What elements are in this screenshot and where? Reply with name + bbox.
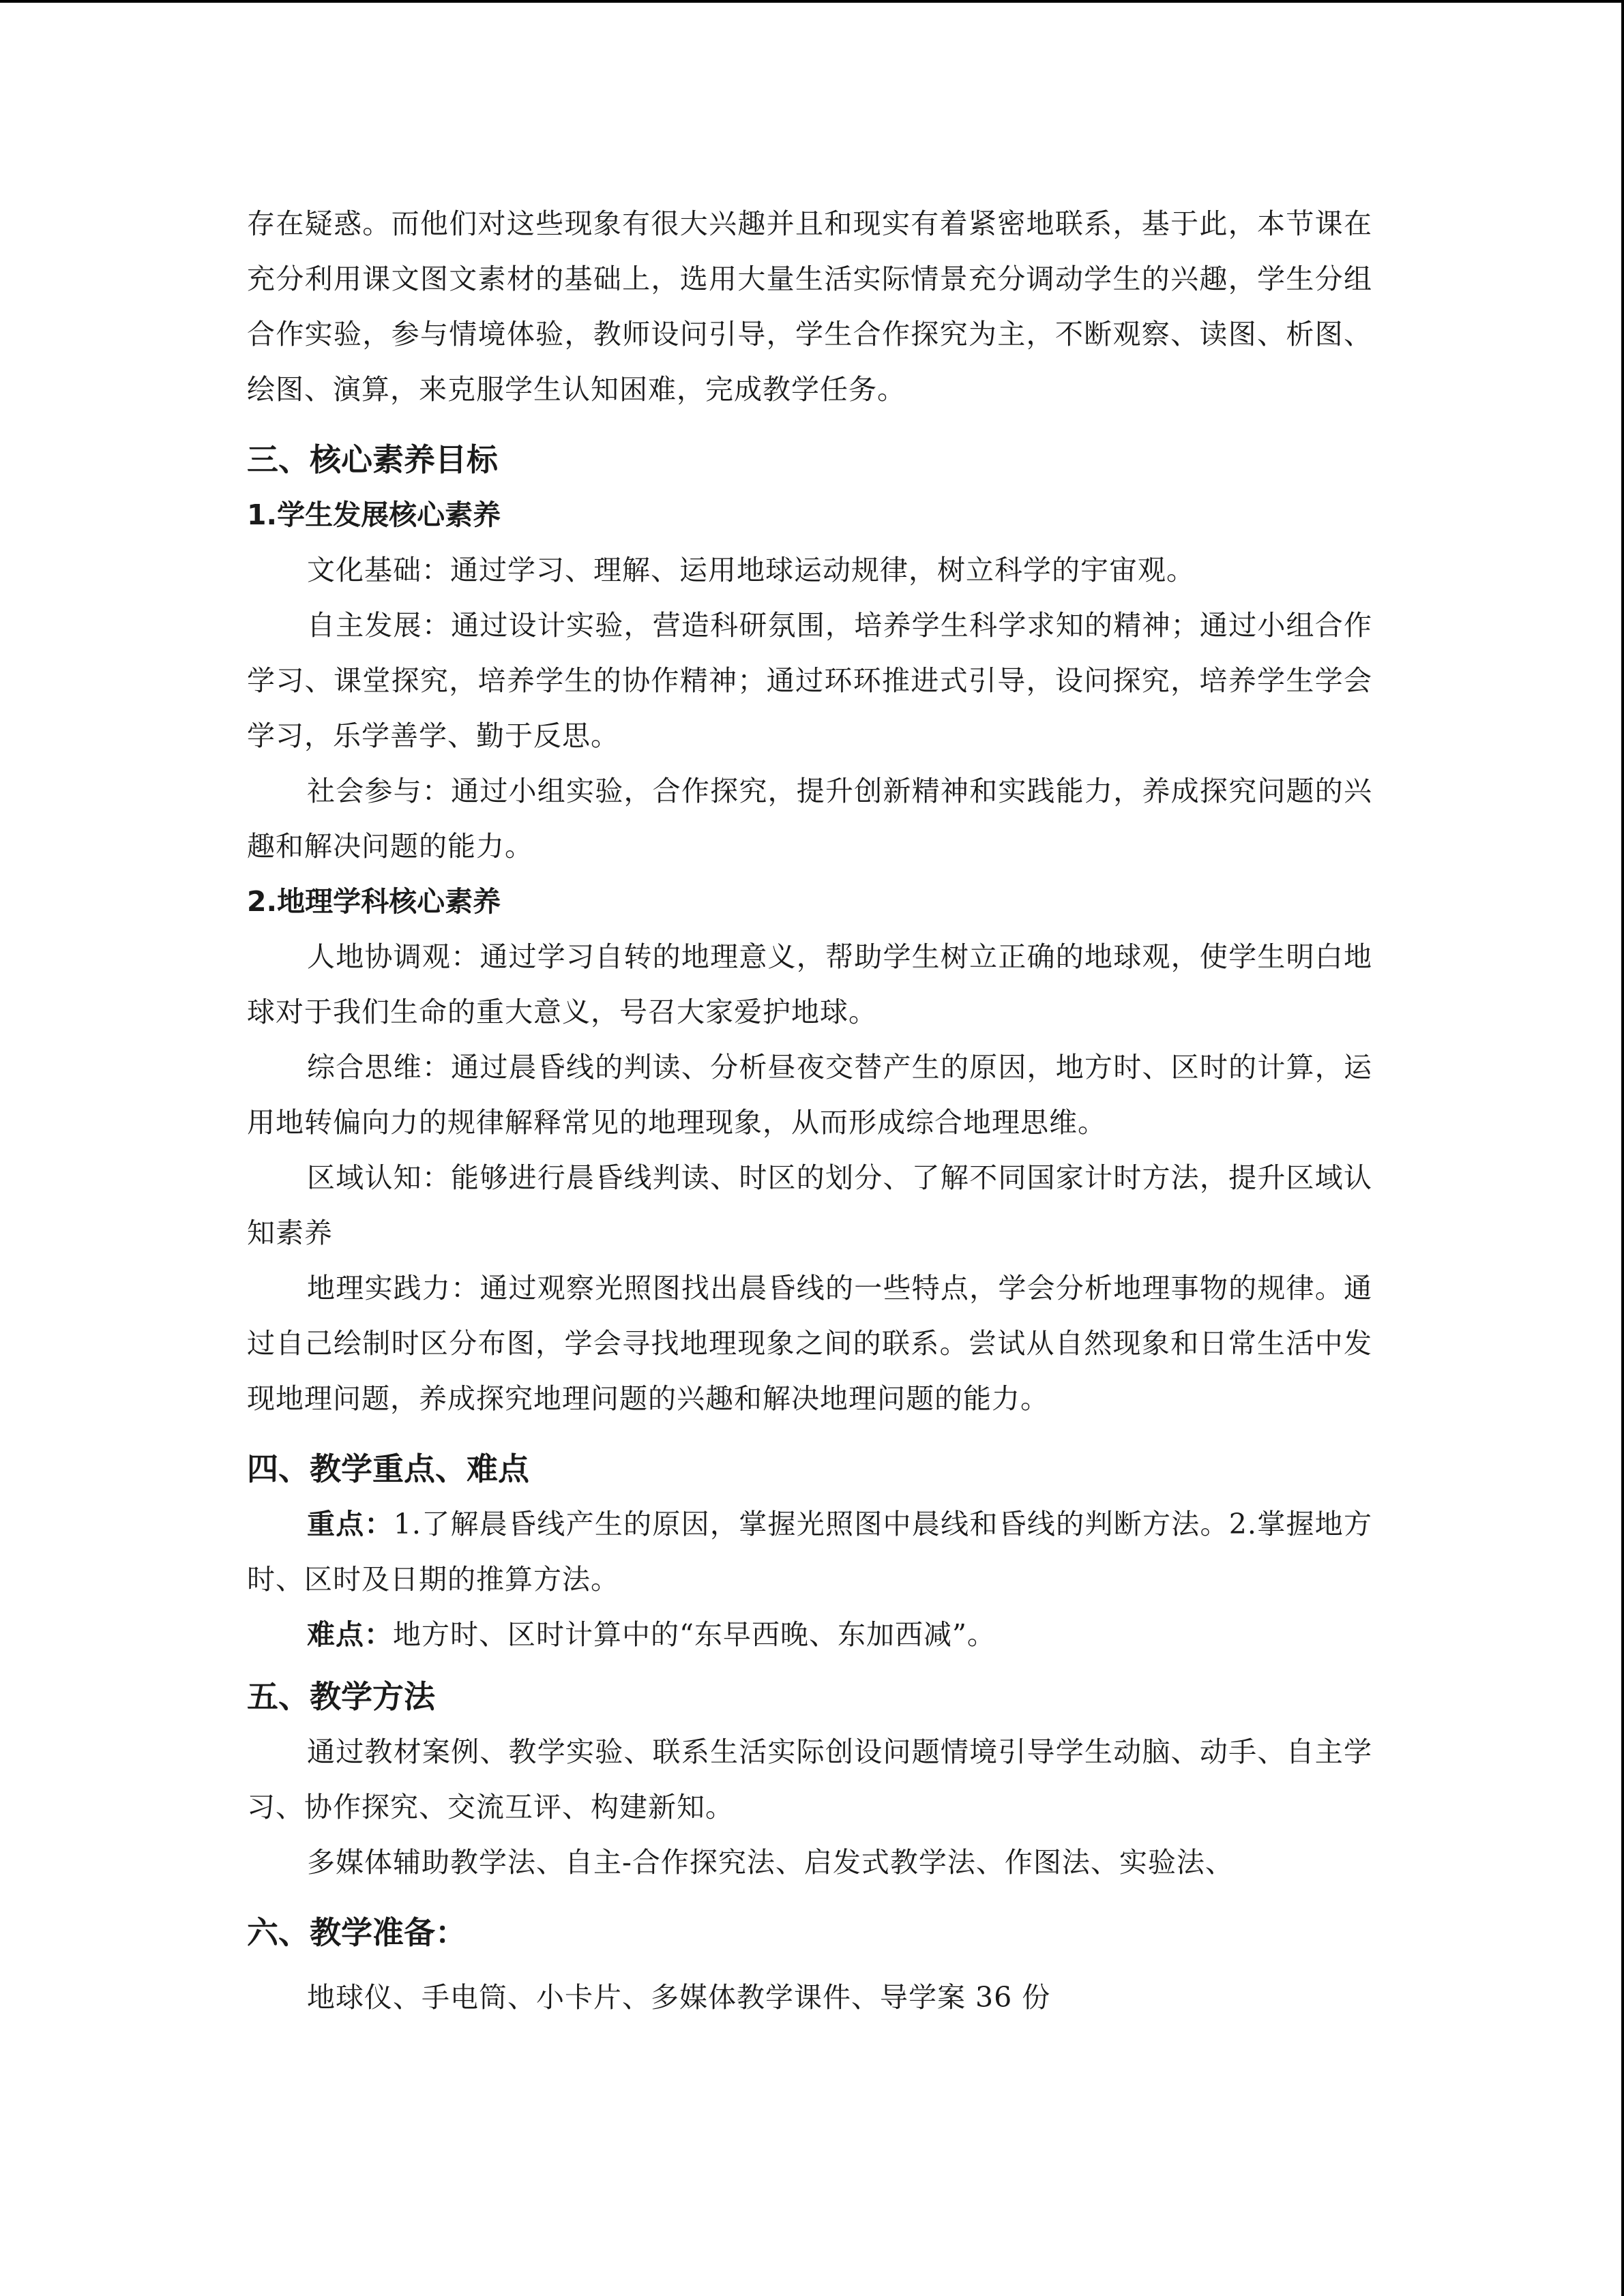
section-6-heading: 六、教学准备： [247,1914,467,1951]
page-top-border [0,0,1624,3]
paragraph-teaching-preparation: 地球仪、手电筒、小卡片、多媒体教学课件、导学案 36 份 [307,1981,1051,2014]
paragraph-integrated-thinking: 综合思维：通过晨昏线的判读、分析昼夜交替产生的原因，地方时、区时的计算，运用地转偏向力的规律解释常见的地理现象，从而形成综合地理思维。 [247,1051,1372,1139]
difficult-points-label: 难点： [307,1618,393,1651]
page-right-border [1621,0,1624,2296]
document-body [247,196,1372,2025]
intro-paragraph: 存在疑惑。而他们对这些现象有很大兴趣并且和现实有着紧密地联系，基于此，本节课在充分利用课文图文素材的基础上，选用大量生活实际情景充分调动学生的兴趣，学生分组合作实验，参与情境体验，教师设问引导，学生合作探究为主，不断观察、读图、析图、绘图、演算，来克服学生认知困难，完成教学任务。 [247,207,1372,406]
section-3-2-heading: 2.地理学科核心素养 [247,885,501,918]
paragraph-geo-practice: 地理实践力：通过观察光照图找出晨昏线的一些特点，学会分析地理事物的规律。通过自己绘制时区分布图，学会寻找地理现象之间的联系。尝试从自然现象和日常生活中发现地理问题，养成探究地理问题的兴趣和解决地理问题的能力。 [247,1272,1372,1415]
key-points-text: 1.了解晨昏线产生的原因，掌握光照图中晨线和昏线的判断方法。2.掌握地方时、区时及日期的推算方法。 [247,1508,1373,1596]
key-points-label: 重点： [307,1508,394,1540]
section-3-1-heading: 1.学生发展核心素养 [247,498,501,531]
section-4-heading: 四、教学重点、难点 [247,1450,529,1487]
section-3-heading: 三、核心素养目标 [247,441,498,478]
paragraph-teaching-method-1: 通过教材案例、教学实验、联系生活实际创设问题情境引导学生动脑、动手、自主学习、协作探究、交流互评、构建新知。 [247,1735,1372,1823]
paragraph-key-points [247,1497,1372,1607]
paragraph-human-earth: 人地协调观：通过学习自转的地理意义，帮助学生树立正确的地球观，使学生明白地球对于我们生命的重大意义，号召大家爱护地球。 [247,940,1372,1028]
paragraph-self-development: 自主发展：通过设计实验，营造科研氛围，培养学生科学求知的精神；通过小组合作学习、课堂探究，培养学生的协作精神；通过环环推进式引导，设问探究，培养学生学会学习，乐学善学、勤于反思。 [247,609,1372,752]
paragraph-social-participation: 社会参与：通过小组实验，合作探究，提升创新精神和实践能力，养成探究问题的兴趣和解决问题的能力。 [247,775,1372,863]
paragraph-regional-cognition: 区域认知：能够进行晨昏线判读、时区的划分、了解不同国家计时方法，提升区域认知素养 [247,1161,1372,1249]
paragraph-cultural-basis: 文化基础：通过学习、理解、运用地球运动规律，树立科学的宇宙观。 [307,554,1195,586]
difficult-points-text: 地方时、区时计算中的“东早西晚、东加西减”。 [393,1618,996,1651]
paragraph-difficult-points [247,1607,1372,1663]
section-5-heading: 五、教学方法 [247,1678,435,1715]
paragraph-teaching-method-2: 多媒体辅助教学法、自主-合作探究法、启发式教学法、作图法、实验法、 [307,1846,1234,1879]
